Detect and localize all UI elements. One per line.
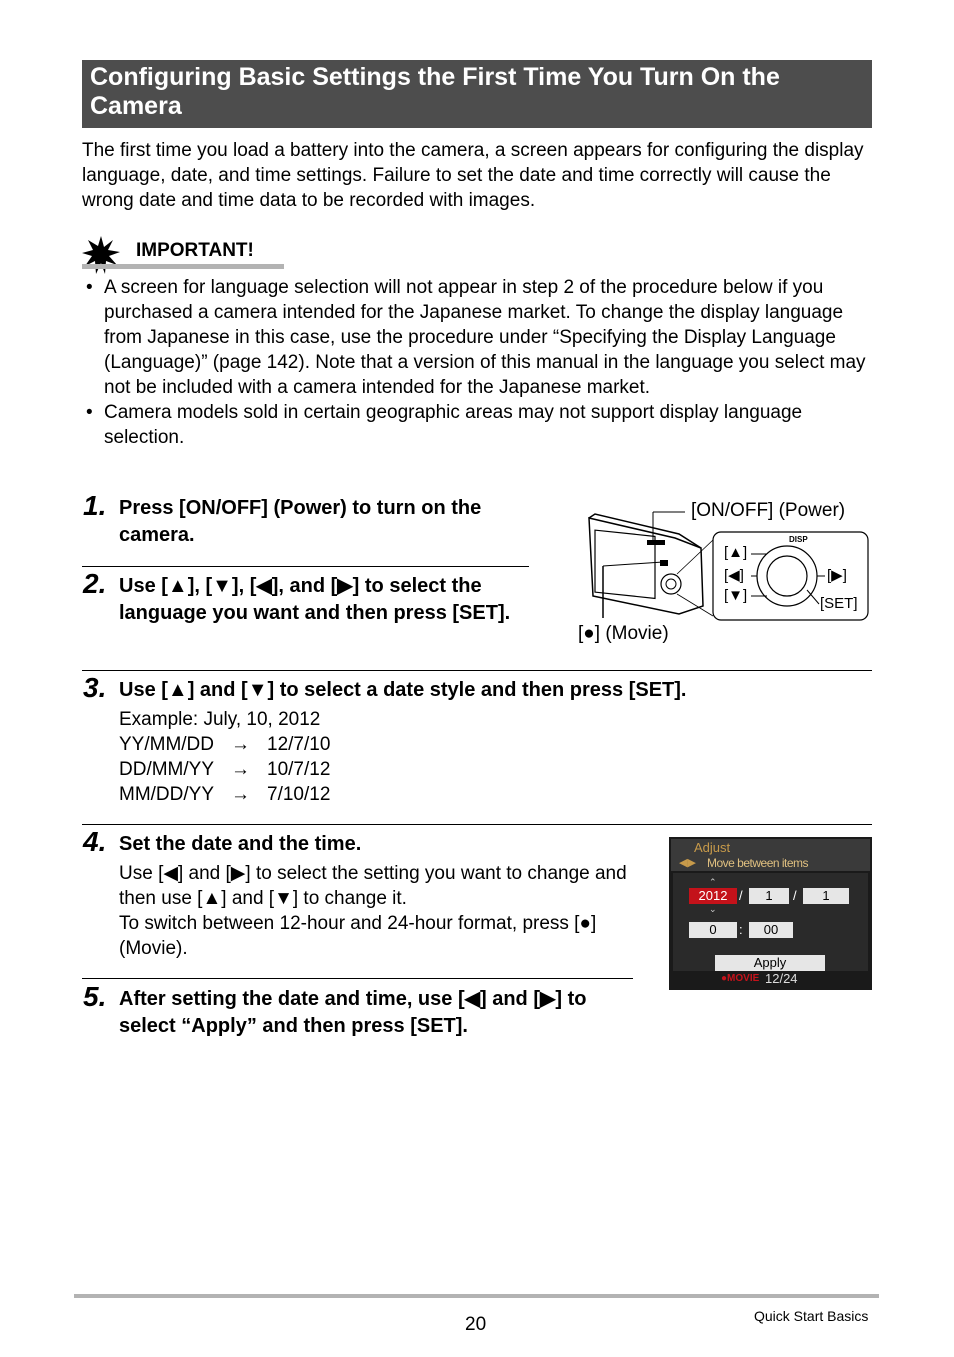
important-bullets	[82, 275, 882, 450]
step-number: 2.	[83, 568, 107, 599]
up-arrow-icon: ⌃	[709, 877, 717, 887]
section-title: Configuring Basic Settings the First Time You Turn On the Camera	[82, 60, 872, 128]
mode-value: 12/24	[765, 971, 798, 986]
step-text: After setting the date and time, use [◀] and [▶] to select “Apply” and then press [SET].	[119, 988, 587, 1037]
hour-field: 0	[689, 922, 737, 938]
section-label: Quick Start Basics	[754, 1308, 869, 1324]
divider	[82, 978, 633, 979]
disp-label: DISP	[789, 535, 808, 544]
minute-field: 00	[749, 922, 793, 938]
example-list	[119, 732, 330, 807]
movie-mode-label: ●MOVIE	[721, 973, 760, 984]
example-title: Example: July, 10, 2012	[119, 709, 321, 730]
movie-label: [●] (Movie)	[578, 623, 669, 644]
page-number: 20	[465, 1314, 487, 1335]
time-separator: :	[739, 922, 743, 937]
date-separator: /	[793, 888, 797, 903]
year-field: 2012	[689, 888, 737, 904]
camera-lcd-screen	[669, 837, 872, 990]
step-number: 3.	[83, 672, 107, 703]
month-field: 1	[749, 888, 789, 904]
step-text: Use [▲] and [▼] to select a date style and then press [SET].	[119, 679, 687, 701]
list-item: • Camera models sold in certain geographic areas may not support display language selection.	[86, 402, 803, 448]
step-text: Use [▲], [▼], [◀], and [▶] to select the language you want and then press [SET].	[119, 575, 511, 624]
up-button-label: [▲]	[724, 544, 748, 561]
list-item: • A screen for language selection will not appear in step 2 of the procedure below if you purchased a camera intended for the Japanese market. To change the display language from Japanese in this case, use the procedure under “Specifying the Display Language (Language)” (page 142). Note that a version of this manual in the language you select may not be included with a camera intended for the Japanese market.	[86, 277, 866, 398]
date-separator: /	[739, 888, 743, 903]
intro-paragraph: The first time you load a battery into the camera, a screen appears for configuring the display language, date, and time settings. Failure to set the date and time correctly will cause the wrong date and time data to be recorded with images.	[82, 140, 864, 211]
left-button-label: [◀]	[724, 567, 744, 584]
divider	[82, 824, 872, 825]
down-arrow-icon: ⌄	[709, 904, 717, 914]
day-field: 1	[803, 888, 849, 904]
step-number: 5.	[83, 981, 107, 1012]
example-row: YY/MM/DD → 12/7/10	[119, 734, 331, 755]
divider	[82, 670, 872, 671]
step-number: 4.	[83, 826, 107, 857]
screen-title: Adjust	[694, 840, 731, 855]
screen-arrows-icon: ◀▶	[679, 857, 696, 869]
step-text: Set the date and the time.	[119, 833, 362, 855]
step-number: 1.	[83, 490, 107, 521]
step-body: To switch between 12-hour and 24-hour format, press [●] (Movie).	[119, 913, 597, 959]
example-row: DD/MM/YY → 10/7/12	[119, 759, 331, 780]
apply-button: Apply	[715, 955, 825, 971]
divider	[82, 566, 529, 567]
step-text: Press [ON/OFF] (Power) to turn on the camera.	[119, 497, 482, 546]
important-underline	[82, 264, 284, 269]
step-body: Use [◀] and [▶] to select the setting you want to change and then use [▲] and [▼] to change it.	[119, 863, 627, 909]
screen-subtitle: Move between items	[707, 856, 809, 870]
example-row: MM/DD/YY → 7/10/12	[119, 784, 331, 805]
down-button-label: [▼]	[724, 587, 748, 604]
right-button-label: [▶]	[827, 567, 847, 584]
important-label: IMPORTANT!	[136, 240, 254, 261]
footer-divider	[74, 1294, 879, 1298]
power-label: [ON/OFF] (Power)	[691, 500, 846, 521]
set-button-label: [SET]	[820, 595, 858, 612]
